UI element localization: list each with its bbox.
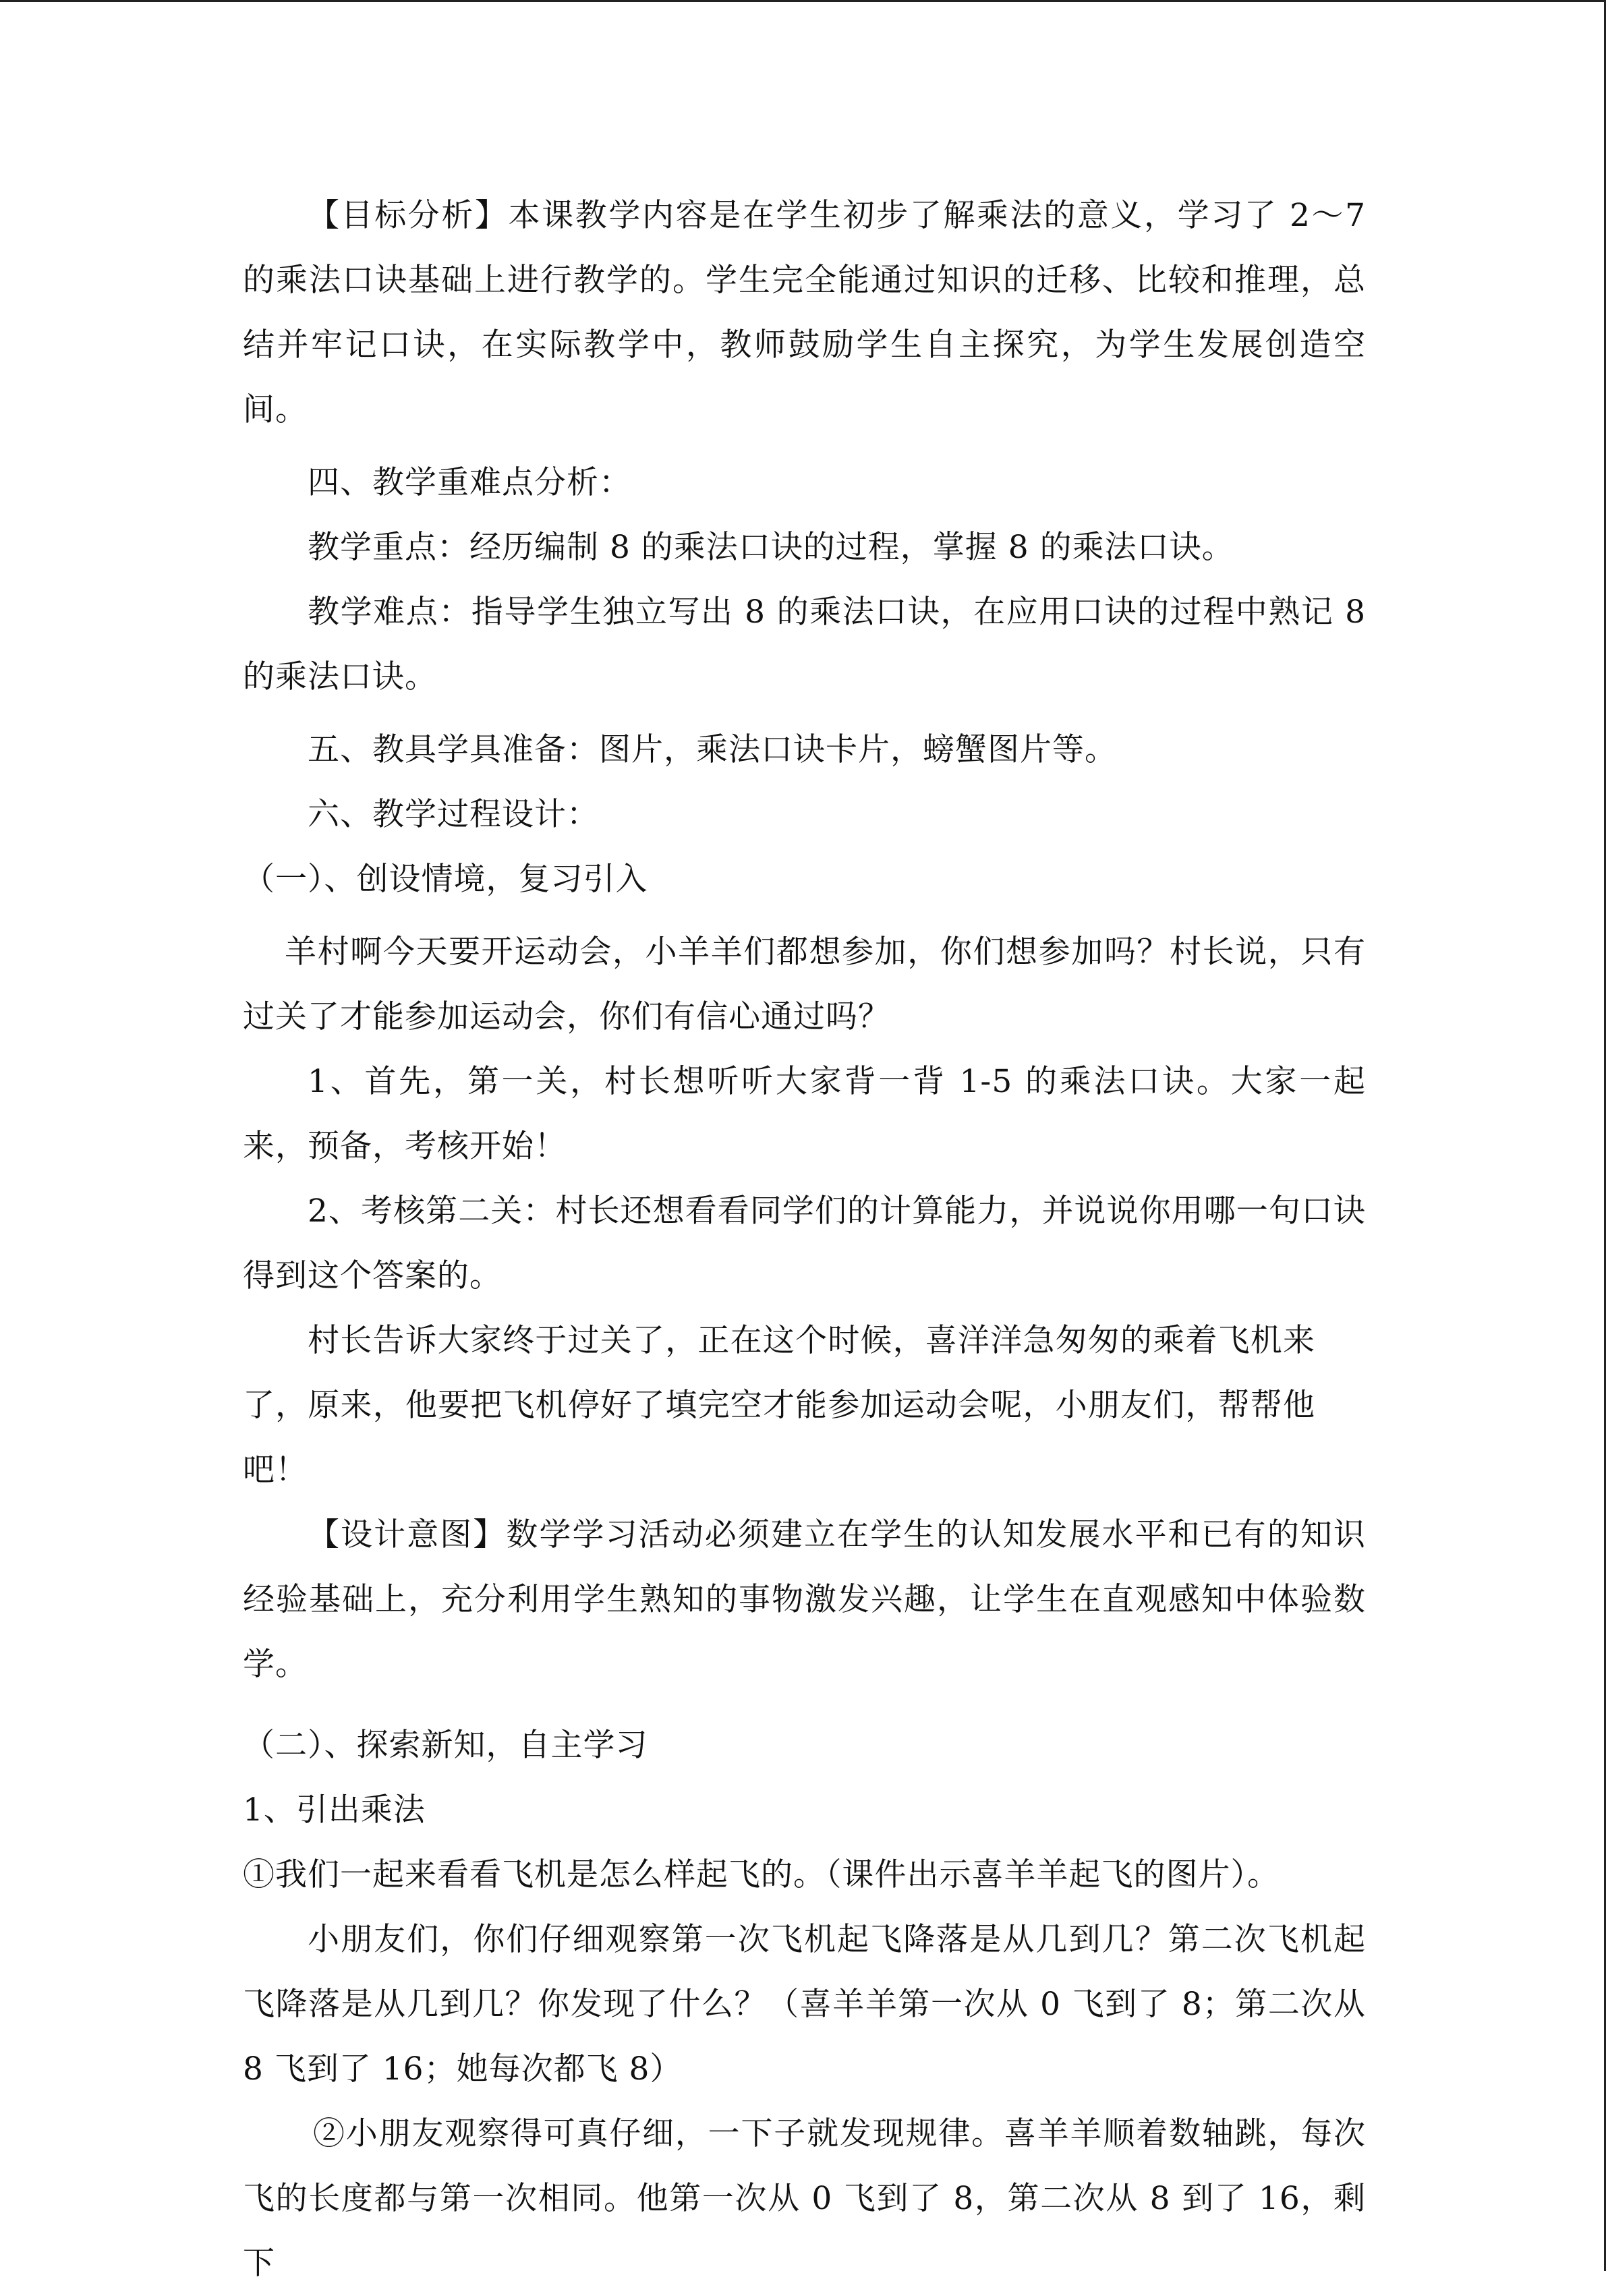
- document-body: [243, 183, 1366, 2296]
- key-point-paragraph: 教学重点：经历编制 8 的乘法口诀的过程，掌握 8 的乘法口诀。: [308, 529, 1234, 566]
- intro-paragraph: 羊村啊今天要开运动会，小羊羊们都想参加，你们想参加吗？村长说，只有过关了才能参加运动会，你们有信心通过吗？: [243, 934, 1366, 1035]
- story-paragraph: 村长告诉大家终于过关了，正在这个时候，喜洋洋急匆匆的乘着飞机来了，原来，他要把飞机停好了填完空才能参加运动会呢，小朋友们，帮帮他吧！: [243, 1322, 1315, 1489]
- step-1-paragraph: 1、首先，第一关，村长想听听大家背一背 1-5 的乘法口诀。大家一起来，预备，考核开始！: [243, 1063, 1366, 1165]
- item-1-heading: 1、引出乘法: [243, 1791, 426, 1829]
- section-heading-5: 五、教具学具准备：图片，乘法口诀卡片，螃蟹图片等。: [308, 731, 1117, 768]
- circle-1-paragraph: ①我们一起来看看飞机是怎么样起飞的。（课件出示喜羊羊起飞的图片）。: [243, 1856, 1280, 1893]
- circle-2-paragraph: ②小朋友观察得可真仔细，一下子就发现规律。喜羊羊顺着数轴跳，每次飞的长度都与第一次相同。他第一次从 0 飞到了 8，第二次从 8 到了 16，剩下: [243, 2115, 1366, 2282]
- section-heading-6: 六、教学过程设计：: [308, 796, 599, 833]
- observe-paragraph: 小朋友们，你们仔细观察第一次飞机起飞降落是从几到几？第二次飞机起飞降落是从几到几？你发现了什么？（喜羊羊第一次从 0 飞到了 8；第二次从 8 飞到了 16；她每次都飞 8）: [243, 1921, 1366, 2088]
- subsection-heading-2: （二）、探索新知，自主学习: [243, 1727, 648, 1764]
- design-intent-paragraph: 【设计意图】数学学习活动必须建立在学生的认知发展水平和已有的知识经验基础上，充分利用学生熟知的事物激发兴趣，让学生在直观感知中体验数学。: [243, 1516, 1366, 1683]
- section-heading-4: 四、教学重难点分析：: [308, 464, 631, 501]
- page-top-border: [0, 0, 1606, 2]
- goal-analysis-paragraph: 【目标分析】本课教学内容是在学生初步了解乘法的意义，学习了 2～7 的乘法口诀基础上进行教学的。学生完全能通过知识的迁移、比较和推理，总结并牢记口诀，在实际教学中，教师鼓励学生自主探究，为学生发展创造空间。: [243, 197, 1366, 428]
- difficult-point-paragraph: 教学难点：指导学生独立写出 8 的乘法口诀，在应用口诀的过程中熟记 8 的乘法口诀。: [243, 594, 1366, 695]
- step-2-paragraph: 2、考核第二关：村长还想看看同学们的计算能力，并说说你用哪一句口诀得到这个答案的。: [243, 1193, 1366, 1294]
- subsection-heading-1: （一）、创设情境，复习引入: [243, 861, 648, 898]
